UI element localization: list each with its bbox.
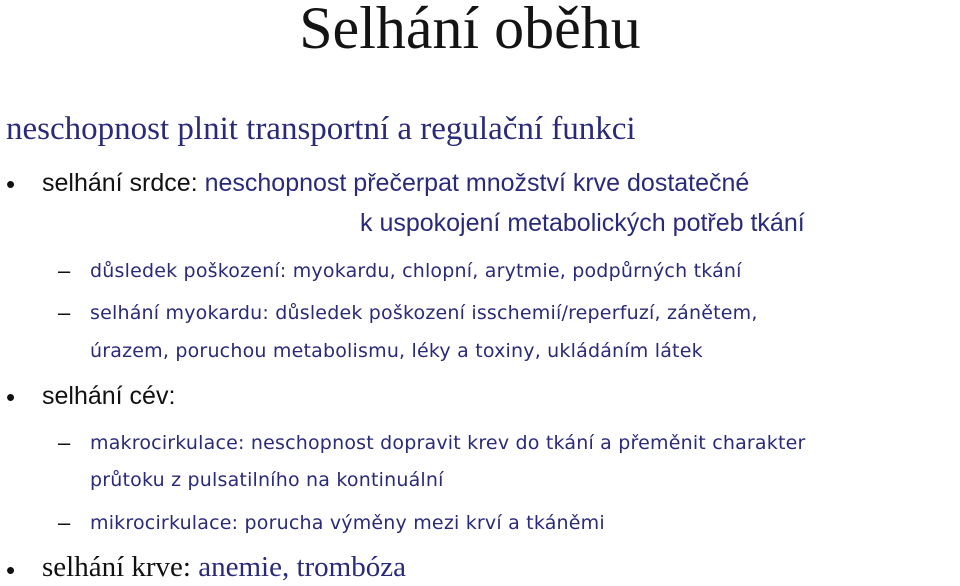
list-item-text: neschopnost přečerpat množství krve dostatečné (197, 169, 750, 197)
list-item-heart-failure (42, 166, 749, 200)
sub-item-damage-causes: důsledek poškození: myokardu, chlopní, arytmie, podpůrných tkání (90, 260, 742, 282)
dash-icon: – (58, 430, 71, 455)
list-item-blood-failure (42, 550, 406, 584)
sub-item-microcirculation: mikrocirkulace: porucha výměny mezi krví a tkáněmi (90, 512, 605, 534)
list-item-heading: selhání srdce: (42, 169, 198, 197)
dash-icon: – (58, 300, 71, 325)
list-item-continuation: k uspokojení metabolických potřeb tkání (360, 209, 805, 237)
slide-title: Selhání oběhu (299, 0, 641, 61)
bullet-icon: • (6, 169, 16, 199)
bullet-icon: • (6, 555, 16, 585)
sub-item-myocardial-failure: selhání myokardu: důsledek poškození isschemií/reperfuzí, zánětem, (90, 302, 758, 324)
list-item-heading: selhání cév: (42, 382, 176, 410)
list-item-vascular-failure (42, 379, 175, 413)
dash-icon: – (58, 510, 71, 535)
bullet-icon: • (6, 382, 16, 412)
sub-item-continuation: úrazem, poruchou metabolismu, léky a toxiny, ukládáním látek (90, 340, 703, 362)
sub-item-continuation: průtoku z pulsatilního na kontinuální (90, 469, 444, 491)
slide-subtitle: neschopnost plnit transportní a regulační funkci (6, 111, 636, 147)
sub-item-macrocirculation: makrocirkulace: neschopnost dopravit krev do tkání a přeměnit charakter (90, 432, 806, 454)
list-item-text: anemie, trombóza (190, 551, 406, 583)
dash-icon: – (58, 258, 71, 283)
list-item-heading: selhání krve: (42, 551, 191, 583)
